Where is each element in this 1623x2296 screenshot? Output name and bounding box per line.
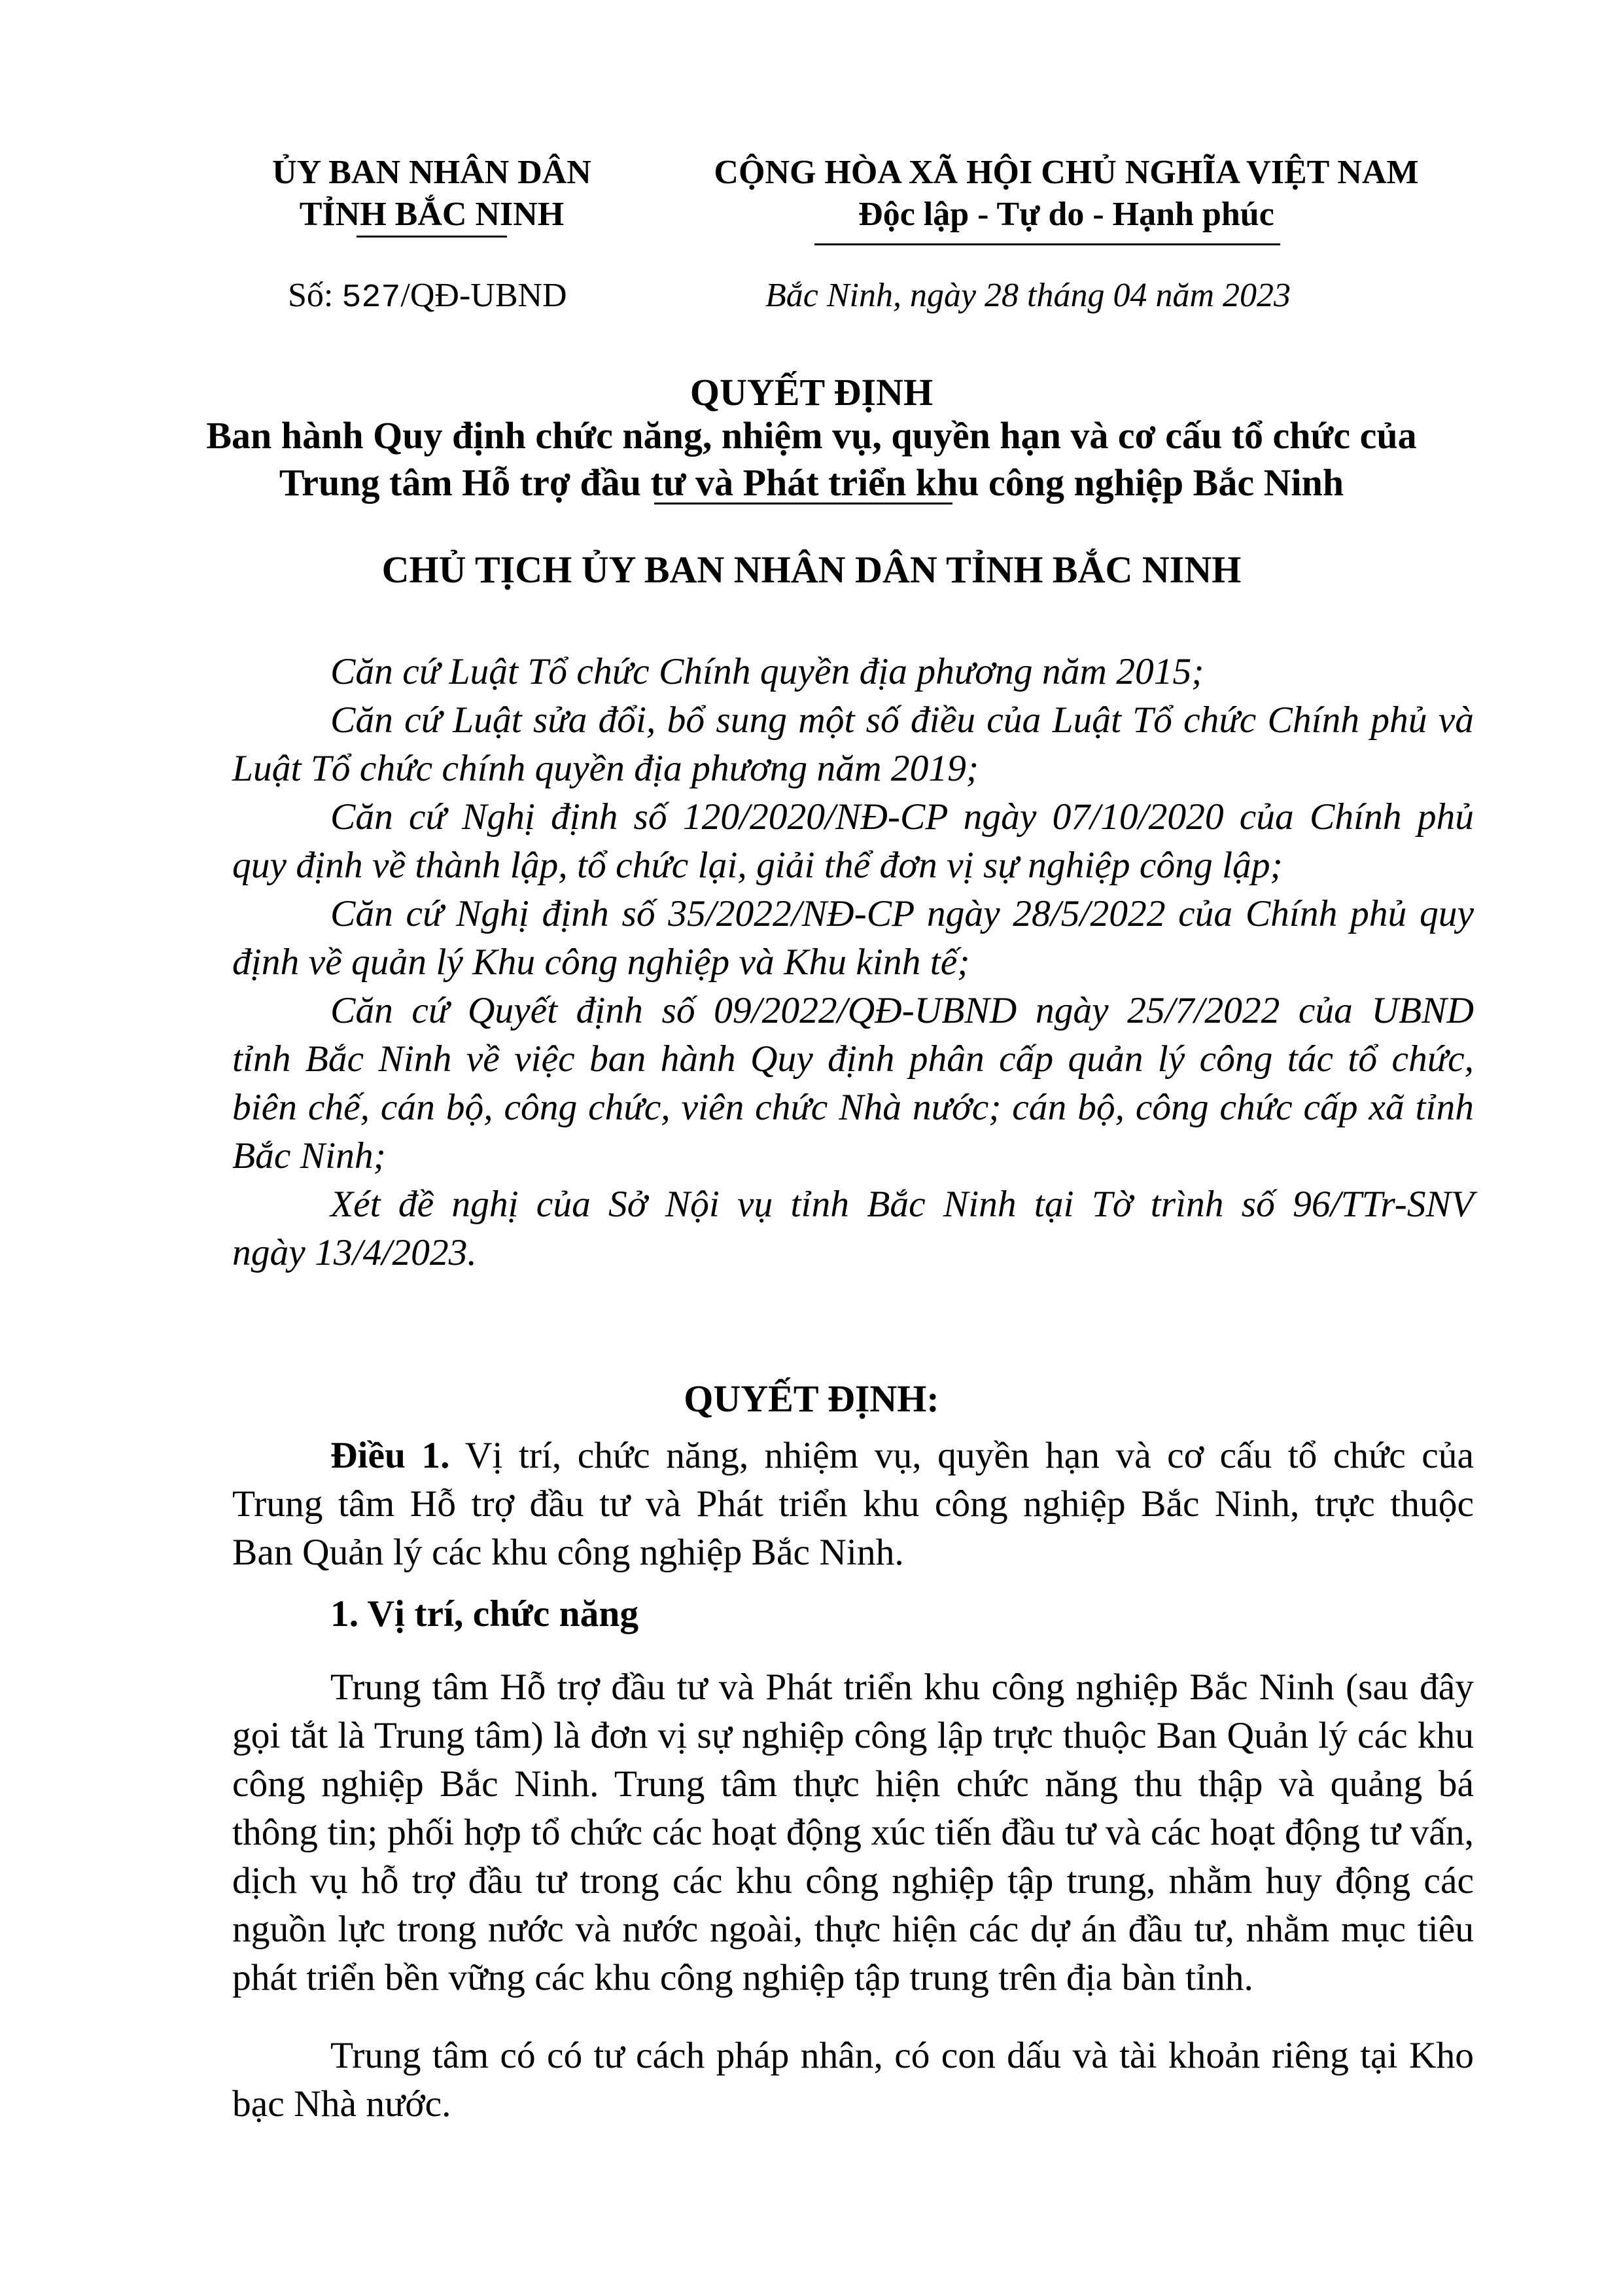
authority-heading: CHỦ TỊCH ỦY BAN NHÂN DÂN TỈNH BẮC NINH: [381, 548, 1242, 591]
decision-heading: QUYẾT ĐỊNH:: [684, 1377, 939, 1420]
issuer-line2: TỈNH BẮC NINH: [299, 196, 565, 233]
article-1-line3: Ban Quản lý các khu công nghiệp Bắc Ninh.: [232, 1532, 904, 1573]
document-type-heading: QUYẾT ĐỊNH: [689, 371, 934, 414]
motto: Độc lập - Tự do - Hạnh phúc: [858, 196, 1274, 233]
number-value: 527: [341, 279, 401, 317]
issuer-line1: ỦY BAN NHÂN DÂN: [272, 154, 591, 191]
issuer-name: [249, 152, 615, 236]
article-1-label: Điều 1.: [330, 1435, 450, 1476]
basis-3: Căn cứ Nghị định số 120/2020/NĐ-CP ngày 07/10/2020 của Chính phủ quy định về thành lập, tổ chức lại, giải thể đơn vị sự nghiệp công lập;: [232, 796, 1474, 886]
basis-5: Căn cứ Quyết định số 09/2022/QĐ-UBND ngày 25/7/2022 của UBND tỉnh Bắc Ninh về việc ban hành Quy định phân cấp quản lý công tác tổ chức, biên chế, cán bộ, công chức, viên chức Nhà nước; cán bộ, công chức cấp xã tỉnh Bắc Ninh;: [232, 990, 1474, 1176]
article-1-line2: Trung tâm Hỗ trợ đầu tư và Phát triển khu công nghiệp Bắc Ninh, trực thuộc: [232, 1483, 1474, 1525]
section-1-heading: 1. Vị trí, chức năng: [330, 1593, 639, 1634]
motto-underline: [814, 243, 1280, 245]
subject-underline: [654, 503, 952, 504]
basis-1: Căn cứ Luật Tổ chức Chính quyền địa phương năm 2015;: [330, 651, 1204, 692]
country-name: CỘNG HÒA XÃ HỘI CHỦ NGHĨA VIỆT NAM: [714, 154, 1419, 191]
section-1-paragraph-2: Trung tâm có có tư cách pháp nhân, có con dấu và tài khoản riêng tại Kho bạc Nhà nước.: [232, 2035, 1474, 2125]
issuer-underline: [357, 236, 507, 238]
subject-line1: Ban hành Quy định chức năng, nhiệm vụ, quyền hạn và cơ cấu tổ chức của: [206, 414, 1417, 457]
legal-bases: [232, 648, 1474, 1277]
national-motto: [661, 152, 1472, 236]
subject-line2: Trung tâm Hỗ trợ đầu tư và Phát triển khu công nghiệp Bắc Ninh: [279, 461, 1344, 504]
document-subject: [0, 412, 1623, 506]
basis-4: Căn cứ Nghị định số 35/2022/NĐ-CP ngày 28/5/2022 của Chính phủ quy định về quản lý Khu công nghiệp và Khu kinh tế;: [232, 893, 1474, 983]
article-1: [232, 1432, 1474, 1577]
article-1-line1: Điều 1. Vị trí, chức năng, nhiệm vụ, quyền hạn và cơ cấu tổ chức của: [330, 1435, 1474, 1476]
document-number: Số: 527/QĐ-UBND: [288, 277, 567, 317]
section-1-paragraph-1: Trung tâm Hỗ trợ đầu tư và Phát triển khu công nghiệp Bắc Ninh (sau đây gọi tắt là Trung tâm) là đơn vị sự nghiệp công lập trực thuộc Ban Quản lý các khu công nghiệp Bắc Ninh. Trung tâm thực hiện chức năng thu thập và quảng bá thông tin; phối hợp tổ chức các hoạt động xúc tiến đầu tư và các hoạt động tư vấn, dịch vụ hỗ trợ đầu tư trong các khu công nghiệp tập trung, nhằm huy động các nguồn lực trong nước và nước ngoài, thực hiện các dự án đầu tư, nhằm mục tiêu phát triển bền vững các khu công nghiệp tập trung trên địa bàn tỉnh.: [232, 1667, 1474, 1998]
basis-6: Xét đề nghị của Sở Nội vụ tỉnh Bắc Ninh tại Tờ trình số 96/TTr-SNV ngày 13/4/2023.: [232, 1184, 1474, 1273]
basis-2: Căn cứ Luật sửa đổi, bổ sung một số điều của Luật Tổ chức Chính phủ và Luật Tổ chức chính quyền địa phương năm 2019;: [232, 699, 1474, 789]
place-date: Bắc Ninh, ngày 28 tháng 04 năm 2023: [765, 277, 1291, 314]
